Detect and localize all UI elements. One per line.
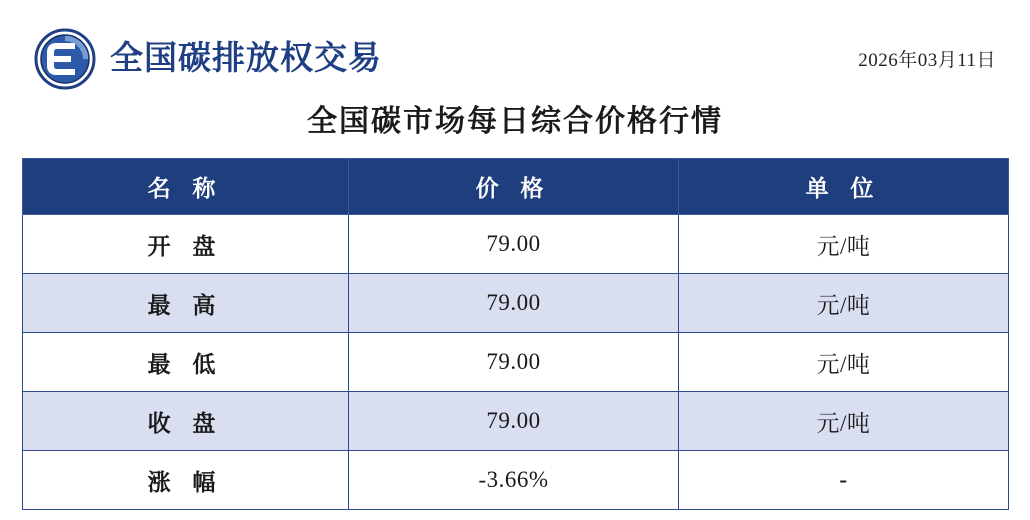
exchange-emblem-icon: [34, 28, 96, 90]
row-unit-close: 元/吨: [679, 392, 1009, 451]
row-value-low: 79.00: [349, 333, 679, 392]
column-header-name: 名 称: [23, 159, 349, 215]
brand-title: 全国碳排放权交易: [110, 40, 382, 77]
row-value-high: 79.00: [349, 274, 679, 333]
table-header-row: [23, 159, 1009, 215]
row-value-open: 79.00: [349, 215, 679, 274]
table-body: [23, 215, 1009, 510]
column-header-price: 价 格: [349, 159, 679, 215]
row-unit-high: 元/吨: [679, 274, 1009, 333]
column-header-unit: 单 位: [679, 159, 1009, 215]
row-unit-change: -: [679, 451, 1009, 510]
price-table-wrap: [0, 158, 1030, 510]
row-unit-open: 元/吨: [679, 215, 1009, 274]
row-label-close: 收 盘: [23, 392, 349, 451]
table-row: [23, 274, 1009, 333]
row-label-open: 开 盘: [23, 215, 349, 274]
row-label-low: 最 低: [23, 333, 349, 392]
row-unit-low: 元/吨: [679, 333, 1009, 392]
row-label-high: 最 高: [23, 274, 349, 333]
brand-block: [34, 28, 382, 90]
page-title: 全国碳市场每日综合价格行情: [307, 105, 723, 138]
table-row: [23, 451, 1009, 510]
row-value-close: 79.00: [349, 392, 679, 451]
table-row: [23, 333, 1009, 392]
daily-price-table: [22, 158, 1009, 510]
page-header: [0, 0, 1030, 92]
row-label-change: 涨 幅: [23, 451, 349, 510]
report-date: 2026年03月11日: [858, 49, 996, 71]
table-header: [23, 159, 1009, 215]
table-row: [23, 392, 1009, 451]
table-row: [23, 215, 1009, 274]
row-value-change: -3.66%: [349, 451, 679, 510]
